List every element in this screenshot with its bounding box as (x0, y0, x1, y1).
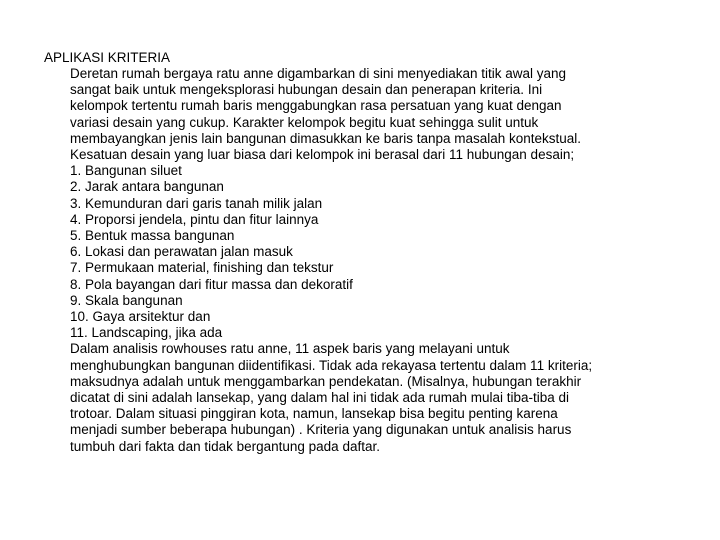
list-item: 3. Kemunduran dari garis tanah milik jalan (70, 195, 323, 211)
text-line: variasi desain yang cukup. Karakter kelompok begitu kuat sehingga sulit untuk (70, 114, 539, 130)
list-item: 8. Pola bayangan dari fitur massa dan dekoratif (70, 276, 353, 292)
text-line: menghubungkan bangunan diidentifikasi. Tidak ada rekayasa tertentu dalam 11 kriteria; (70, 357, 593, 373)
text-line: Dalam analisis rowhouses ratu anne, 11 aspek baris yang melayani untuk (70, 341, 510, 357)
slide-body-text (70, 66, 690, 455)
text-line: kelompok tertentu rumah baris menggabungkan rasa persatuan yang kuat dengan (70, 98, 562, 114)
text-line: dicatat di sini adalah lansekap, yang dalam hal ini tidak ada rumah mulai tiba-tiba di (70, 390, 570, 406)
text-line: Kesatuan desain yang luar biasa dari kelompok ini berasal dari 11 hubungan desain; (70, 147, 575, 163)
list-item: 5. Bentuk massa bangunan (70, 228, 235, 244)
text-line: maksudnya adalah untuk menggambarkan pendekatan. (Misalnya, hubungan terakhir (70, 373, 582, 389)
list-item: 10. Gaya arsitektur dan (70, 309, 211, 325)
list-item: 2. Jarak antara bangunan (70, 179, 224, 195)
list-item: 6. Lokasi dan perawatan jalan masuk (70, 244, 293, 260)
list-item: 11. Landscaping, jika ada (70, 325, 223, 341)
list-item: 7. Permukaan material, finishing dan tekstur (70, 260, 334, 276)
list-item: 9. Skala bangunan (70, 292, 183, 308)
text-line: sangat baik untuk mengeksplorasi hubungan desain dan penerapan kriteria. Ini (70, 82, 543, 98)
text-line: membayangkan jenis lain bangunan dimasukkan ke baris tanpa masalah kontekstual. (70, 130, 582, 146)
text-line: trotoar. Dalam situasi pinggiran kota, namun, lansekap bisa begitu penting karena (70, 406, 558, 422)
slide-heading: APLIKASI KRITERIA (44, 50, 171, 65)
text-line: tumbuh dari fakta dan tidak bergantung pada daftar. (70, 438, 380, 454)
list-item: 4. Proporsi jendela, pintu dan fitur lainnya (70, 211, 319, 227)
text-line: menjadi sumber beberapa hubungan) . Kriteria yang digunakan untuk analisis harus (70, 422, 572, 438)
list-item: 1. Bangunan siluet (70, 163, 182, 179)
text-line: Deretan rumah bergaya ratu anne digambarkan di sini menyediakan titik awal yang (70, 66, 567, 81)
